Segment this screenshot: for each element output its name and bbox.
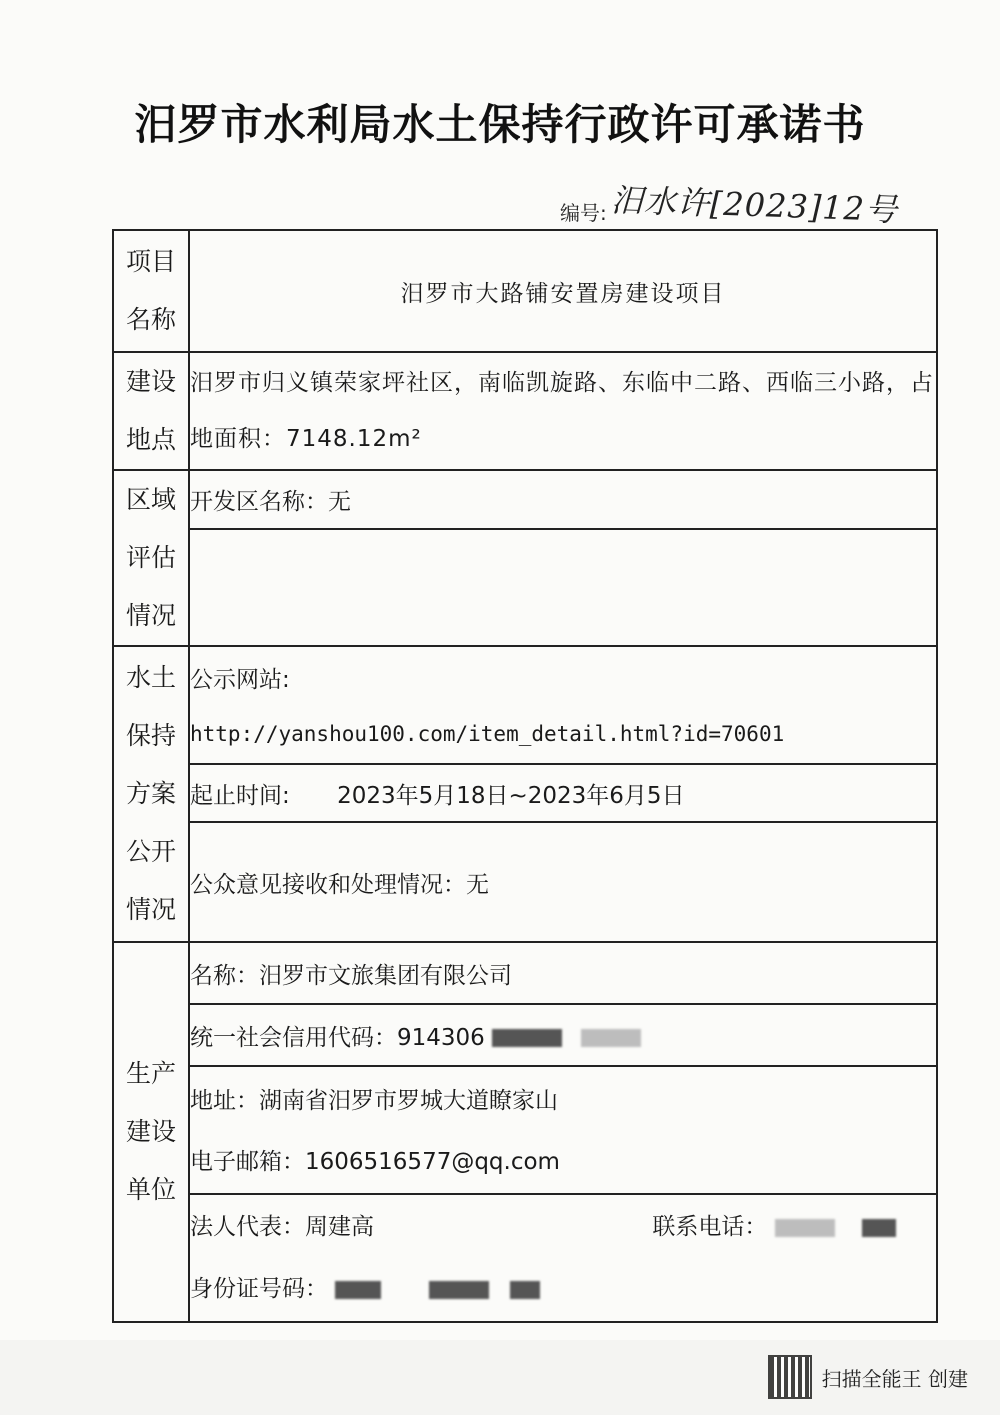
value-credit-code	[189, 1004, 937, 1066]
row-producer-name	[113, 942, 937, 1004]
address: 地址：湖南省汨罗市罗城大道瞭家山	[190, 1088, 558, 1114]
value-disclosure-period	[189, 764, 937, 822]
label-regional-assessment: 区域 评估 情况	[113, 470, 189, 646]
value-producer-name: 名称：汨罗市文旅集团有限公司	[189, 942, 937, 1004]
serial-number	[560, 178, 899, 229]
value-public-feedback: 公众意见接收和处理情况：无	[189, 822, 937, 942]
label-disclosure: 水土 保持 方案 公开 情况	[113, 646, 189, 942]
row-disclosure-period	[113, 764, 937, 822]
phone-redaction-2	[862, 1219, 896, 1237]
credit-code-visible: 914306	[397, 1024, 485, 1051]
value-legal-rep	[189, 1194, 937, 1322]
phone-label: 联系电话：	[652, 1214, 768, 1240]
site-url-link[interactable]: http://yanshou100.com/item_detail.html?id=70601	[190, 722, 785, 746]
period-value: 2023年5月18日~2023年6月5日	[337, 782, 685, 809]
row-legal-rep	[113, 1194, 937, 1322]
legal-rep: 法人代表：周建高	[190, 1214, 374, 1240]
qr-code-icon	[768, 1355, 812, 1399]
row-address-email	[113, 1066, 937, 1194]
row-project-name	[113, 230, 937, 352]
row-location	[113, 352, 937, 470]
label-project-name: 项目 名称	[113, 230, 189, 352]
row-credit-code	[113, 1004, 937, 1066]
row-public-feedback	[113, 822, 937, 942]
credit-code-redaction	[492, 1029, 562, 1047]
id-label: 身份证号码：	[190, 1276, 328, 1302]
value-location: 汨罗市归义镇荣家坪社区，南临凯旋路、东临中二路、西临三小路，占地面积：7148.12m²	[189, 352, 937, 470]
scanner-watermark	[768, 1355, 968, 1399]
value-address-email	[189, 1066, 937, 1194]
id-redaction	[335, 1281, 381, 1299]
watermark-text: 扫描全能王 创建	[821, 1366, 968, 1391]
phone	[652, 1196, 896, 1258]
serial-label: 编号:	[560, 201, 607, 225]
label-producer: 生产 建设 单位	[113, 942, 189, 1322]
value-assessment-blank	[189, 529, 937, 646]
site-label: 公示网站:	[190, 667, 290, 693]
value-disclosure-site	[189, 646, 937, 764]
phone-redaction	[775, 1219, 835, 1237]
row-assessment-blank	[113, 529, 937, 646]
serial-handwritten-value: 汨水许[2023]12号	[610, 180, 899, 229]
value-project-name: 汨罗市大路铺安置房建设项目	[189, 230, 937, 352]
document-title: 汨罗市水利局水土保持行政许可承诺书	[134, 100, 866, 149]
id-redaction-2	[429, 1281, 489, 1299]
label-location: 建设 地点	[113, 352, 189, 470]
row-disclosure-site	[113, 646, 937, 764]
value-dev-zone: 开发区名称：无	[189, 470, 937, 529]
period-label: 起止时间:	[190, 782, 290, 809]
commitment-form-table	[112, 229, 938, 1323]
credit-code-redaction-2	[581, 1029, 641, 1047]
row-dev-zone	[113, 470, 937, 529]
email: 电子邮箱：1606516577@qq.com	[190, 1149, 560, 1175]
credit-code-label: 统一社会信用代码：	[190, 1024, 397, 1051]
id-redaction-3	[510, 1281, 540, 1299]
